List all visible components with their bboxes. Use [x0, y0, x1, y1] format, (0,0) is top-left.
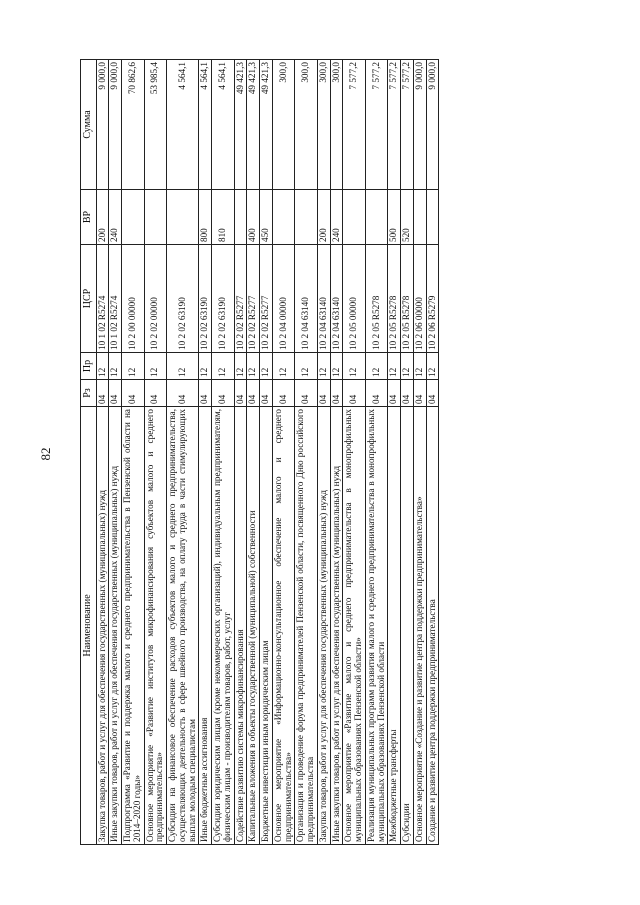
cell-name: Реализация муниципальных программ развития малого и среднего предпринимательства в монопрофильных муниципальных образованиях Пензенской области: [365, 407, 388, 845]
cell-name: Субсидии на финансовое обеспечение расходов субъектов малого и среднего предпринимательства, осуществляющих деятельность в сфере швейного производства, на оплату труда в части стимулирующих выплат молодым специалистам: [167, 407, 199, 845]
cell-name: Подпрограмма «Развитие и поддержка малого и среднего предпринимательства в Пензенской области на 2014–2020 годы»: [122, 407, 145, 845]
cell-pr: 12: [247, 353, 260, 380]
cell-name: Капитальные вложения в объекты государственной (муниципальной) собственности: [247, 407, 260, 845]
cell-name: Основное мероприятие «Развитие институтов микрофинансирования субъектов малого и среднего предпринимательства»: [144, 407, 167, 845]
cell-sum: 49 421,3: [260, 60, 273, 190]
cell-csr: 10 1 02 R5274: [96, 245, 109, 353]
cell-rz: 04: [96, 380, 109, 407]
cell-vr: 520: [401, 190, 414, 245]
cell-rz: 04: [317, 380, 330, 407]
cell-pr: 12: [365, 353, 388, 380]
cell-name: Основное мероприятие «Информационно-консультационное обеспечение малого и среднего предпринимательства»: [272, 407, 295, 845]
cell-sum: 9 000,0: [413, 60, 426, 190]
cell-pr: 12: [260, 353, 273, 380]
header-pr: Пр: [81, 353, 97, 380]
cell-name: Основное мероприятие «Создание и развитие центра поддержки предпринимательства»: [413, 407, 426, 845]
cell-vr: [122, 190, 145, 245]
cell-csr: 10 2 05 R5278: [401, 245, 414, 353]
cell-pr: 12: [388, 353, 401, 380]
cell-vr: [295, 190, 318, 245]
cell-sum: 7 577,2: [343, 60, 366, 190]
cell-csr: 10 2 02 R5277: [260, 245, 273, 353]
table-row: [109, 60, 122, 845]
table-row: [388, 60, 401, 845]
cell-vr: 500: [388, 190, 401, 245]
cell-rz: 04: [234, 380, 247, 407]
cell-name: Субсидии юридическим лицам (кроме некоммерческих организаций), индивидуальным предпринимателям, физическим лицам - производителям товаров, работ, услуг: [212, 407, 235, 845]
cell-vr: [272, 190, 295, 245]
table-body: [96, 60, 439, 845]
table-row: [272, 60, 295, 845]
header-sum: Сумма: [81, 60, 97, 190]
cell-pr: 12: [426, 353, 439, 380]
cell-rz: 04: [343, 380, 366, 407]
cell-vr: 400: [247, 190, 260, 245]
table-row: [365, 60, 388, 845]
cell-csr: 10 1 02 R5274: [109, 245, 122, 353]
table-row: [413, 60, 426, 845]
table-header-row: [81, 60, 97, 845]
cell-sum: 7 577,2: [388, 60, 401, 190]
cell-vr: 800: [199, 190, 212, 245]
cell-rz: 04: [260, 380, 273, 407]
cell-pr: 12: [122, 353, 145, 380]
cell-name: Иные закупки товаров, работ и услуг для обеспечения государственных (муниципальных) нужд: [330, 407, 343, 845]
cell-name: Закупка товаров, работ и услуг для обеспечения государственных (муниципальных) нужд: [317, 407, 330, 845]
cell-rz: 04: [413, 380, 426, 407]
table-row: [144, 60, 167, 845]
cell-name: Создание и развитие центра поддержки предпринимательства: [426, 407, 439, 845]
table-row: [330, 60, 343, 845]
cell-vr: 810: [212, 190, 235, 245]
table-row: [317, 60, 330, 845]
cell-rz: 04: [199, 380, 212, 407]
table-row: [122, 60, 145, 845]
cell-vr: 200: [96, 190, 109, 245]
cell-vr: 200: [317, 190, 330, 245]
cell-vr: [365, 190, 388, 245]
budget-table: [80, 59, 439, 845]
cell-rz: 04: [144, 380, 167, 407]
table-row: [167, 60, 199, 845]
cell-csr: 10 2 00 00000: [122, 245, 145, 353]
cell-pr: 12: [199, 353, 212, 380]
cell-sum: 4 564,1: [167, 60, 199, 190]
cell-csr: 10 2 04 63140: [317, 245, 330, 353]
cell-vr: 450: [260, 190, 273, 245]
cell-csr: 10 2 04 63140: [295, 245, 318, 353]
cell-vr: 240: [109, 190, 122, 245]
cell-name: Иные бюджетные ассигнования: [199, 407, 212, 845]
cell-csr: 10 2 06 R5279: [426, 245, 439, 353]
cell-csr: 10 2 02 00000: [144, 245, 167, 353]
cell-csr: 10 2 02 R5277: [234, 245, 247, 353]
table-row: [212, 60, 235, 845]
cell-csr: 10 2 02 R5277: [247, 245, 260, 353]
cell-pr: 12: [343, 353, 366, 380]
cell-pr: 12: [96, 353, 109, 380]
cell-name: Закупка товаров, работ и услуг для обеспечения государственных (муниципальных) нужд: [96, 407, 109, 845]
table-row: [199, 60, 212, 845]
cell-csr: 10 2 04 63140: [330, 245, 343, 353]
cell-sum: 70 862,6: [122, 60, 145, 190]
cell-csr: 10 2 06 00000: [413, 245, 426, 353]
cell-rz: 04: [122, 380, 145, 407]
table-row: [401, 60, 414, 845]
cell-vr: [144, 190, 167, 245]
cell-csr: 10 2 05 00000: [343, 245, 366, 353]
rotated-table-wrapper: [80, 60, 580, 845]
cell-sum: 9 000,0: [96, 60, 109, 190]
cell-name: Бюджетные инвестиции иным юридическим лицам: [260, 407, 273, 845]
table-row: [343, 60, 366, 845]
cell-pr: 12: [317, 353, 330, 380]
cell-csr: 10 2 02 63190: [199, 245, 212, 353]
header-rz: Рз: [81, 380, 97, 407]
header-name: Наименование: [81, 407, 97, 845]
table-row: [295, 60, 318, 845]
header-csr: ЦСР: [81, 245, 97, 353]
table-row: [247, 60, 260, 845]
cell-pr: 12: [234, 353, 247, 380]
cell-pr: 12: [272, 353, 295, 380]
cell-rz: 04: [272, 380, 295, 407]
cell-sum: 300,0: [330, 60, 343, 190]
cell-pr: 12: [212, 353, 235, 380]
cell-rz: 04: [426, 380, 439, 407]
cell-name: Основное мероприятие «Развитие малого и среднего предпринимательства в монопрофильных муниципальных образованиях Пензенской области»: [343, 407, 366, 845]
cell-csr: 10 2 05 R5278: [365, 245, 388, 353]
cell-rz: 04: [330, 380, 343, 407]
cell-pr: 12: [144, 353, 167, 380]
cell-pr: 12: [413, 353, 426, 380]
header-vr: ВР: [81, 190, 97, 245]
table-row: [260, 60, 273, 845]
cell-sum: 4 564,1: [212, 60, 235, 190]
cell-pr: 12: [295, 353, 318, 380]
table-row: [96, 60, 109, 845]
cell-vr: [343, 190, 366, 245]
cell-csr: 10 2 04 00000: [272, 245, 295, 353]
cell-sum: 300,0: [317, 60, 330, 190]
cell-sum: 300,0: [272, 60, 295, 190]
cell-vr: [426, 190, 439, 245]
cell-sum: 300,0: [295, 60, 318, 190]
cell-name: Организация и проведение форума предпринимателей Пензенской области, посвященного Дню российского предпринимательства: [295, 407, 318, 845]
cell-rz: 04: [401, 380, 414, 407]
cell-sum: 9 000,0: [109, 60, 122, 190]
cell-vr: 240: [330, 190, 343, 245]
cell-rz: 04: [388, 380, 401, 407]
table-row: [234, 60, 247, 845]
cell-name: Содействие развитию системы микрофинансирования: [234, 407, 247, 845]
cell-rz: 04: [167, 380, 199, 407]
cell-name: Иные закупки товаров, работ и услуг для обеспечения государственных (муниципальных) нужд: [109, 407, 122, 845]
cell-rz: 04: [247, 380, 260, 407]
cell-pr: 12: [401, 353, 414, 380]
cell-pr: 12: [167, 353, 199, 380]
cell-sum: 7 577,2: [401, 60, 414, 190]
cell-csr: 10 2 02 63190: [167, 245, 199, 353]
cell-rz: 04: [365, 380, 388, 407]
cell-sum: 4 564,1: [199, 60, 212, 190]
table-row: [426, 60, 439, 845]
cell-rz: 04: [109, 380, 122, 407]
cell-sum: 9 000,0: [426, 60, 439, 190]
page-number: 82: [38, 447, 53, 461]
cell-vr: [234, 190, 247, 245]
cell-vr: [167, 190, 199, 245]
cell-csr: 10 2 05 R5278: [388, 245, 401, 353]
cell-sum: 49 421,3: [234, 60, 247, 190]
cell-csr: 10 2 02 63190: [212, 245, 235, 353]
cell-rz: 04: [212, 380, 235, 407]
cell-rz: 04: [295, 380, 318, 407]
cell-sum: 53 985,4: [144, 60, 167, 190]
cell-sum: 49 421,3: [247, 60, 260, 190]
cell-sum: 7 577,2: [365, 60, 388, 190]
cell-vr: [413, 190, 426, 245]
cell-pr: 12: [109, 353, 122, 380]
cell-pr: 12: [330, 353, 343, 380]
cell-name: Субсидии: [401, 407, 414, 845]
cell-name: Межбюджетные трансферты: [388, 407, 401, 845]
